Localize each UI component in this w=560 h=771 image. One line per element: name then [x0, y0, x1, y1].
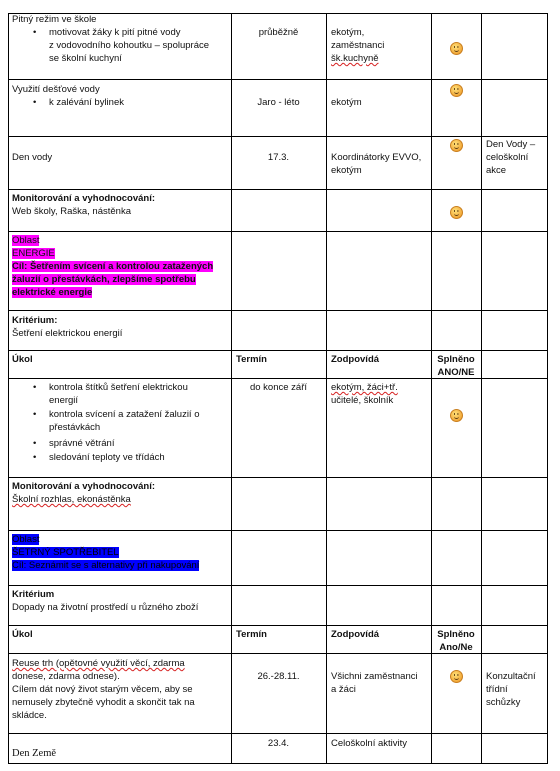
- smiley-icon: [450, 84, 463, 97]
- monitor-value: Školní rozhlas, ekonástěnka: [12, 494, 131, 505]
- responsible-value: ekotým, žáci+tř.: [331, 382, 398, 393]
- bullet-marker: •: [33, 27, 37, 38]
- area-goal: elektrické energie: [12, 287, 93, 298]
- note-value: schůzky: [486, 697, 521, 708]
- task-text: se školní kuchyní: [49, 53, 122, 64]
- column-header-done: Splněno: [437, 354, 475, 365]
- row-divider: [8, 231, 548, 232]
- task-text: donese, zdarma odnese).: [12, 671, 120, 682]
- criterion-label: Kritérium: [12, 589, 55, 600]
- responsible-value: Všichni zaměstnanci: [331, 671, 418, 682]
- term-value: 23.4.: [267, 738, 290, 749]
- bullet-marker: •: [33, 452, 37, 463]
- responsible-value: ekotým,: [331, 27, 365, 38]
- column-header-task: Úkol: [12, 354, 33, 365]
- row-divider: [8, 530, 548, 531]
- column-header-term: Termín: [236, 354, 267, 365]
- row-divider: [8, 585, 548, 586]
- monitor-value: Web školy, Raška, nástěnka: [12, 206, 131, 217]
- term-value: 17.3.: [267, 152, 290, 163]
- row-divider: [8, 625, 548, 626]
- note-value: Konzultační: [486, 671, 536, 682]
- responsible-value: a žáci: [331, 684, 356, 695]
- responsible-value: Koordinátorky EVVO,: [331, 152, 422, 163]
- responsible-value: ekotým: [331, 165, 362, 176]
- task-text: Cílem dát nový život starým věcem, aby se: [12, 684, 193, 695]
- smiley-icon: [450, 409, 463, 422]
- task-text: z vodovodního kohoutku – spolupráce: [49, 40, 210, 51]
- task-text: motivovat žáky k pití pitné vody: [49, 27, 181, 38]
- responsible-value: zaměstnanci: [331, 40, 385, 51]
- row-divider: [8, 189, 548, 190]
- table-border-right: [547, 13, 548, 764]
- column-divider-2: [326, 13, 327, 764]
- monitor-label: Monitorování a vyhodnocování:: [12, 481, 156, 492]
- row-divider: [8, 763, 548, 764]
- task-text: sledování teploty ve třídách: [49, 452, 165, 463]
- column-header-responsible: Zodpovídá: [331, 629, 380, 640]
- column-header-responsible: Zodpovídá: [331, 354, 380, 365]
- note-value: akce: [486, 165, 507, 176]
- bullet-marker: •: [33, 382, 37, 393]
- bullet-marker: •: [33, 97, 37, 108]
- row-title-pitny: Pitný režim ve škole: [12, 14, 97, 25]
- row-divider: [8, 310, 548, 311]
- row-divider: [8, 136, 548, 137]
- responsible-value: učitelé, školník: [331, 395, 394, 406]
- smiley-icon: [450, 670, 463, 683]
- area-name: ŠETRNÝ SPOTŘEBITEL: [12, 547, 119, 558]
- responsible-value: ekotým: [331, 97, 362, 108]
- area-name: ENERGIE: [12, 248, 55, 259]
- row-title-den-vody: Den vody: [12, 152, 53, 163]
- column-header-task: Úkol: [12, 629, 33, 640]
- table-border-left: [8, 13, 9, 764]
- smiley-icon: [450, 139, 463, 152]
- column-header-done: Splněno: [437, 629, 475, 640]
- criterion-value: Dopady na životní prostředí u různého zboží: [12, 602, 199, 613]
- column-divider-4: [481, 13, 482, 764]
- area-heading: Oblast: [12, 235, 40, 246]
- task-text: energií: [49, 395, 79, 406]
- task-text: kontrola svícení a zatažení žaluzií o: [49, 409, 200, 420]
- criterion-value: Šetření elektrickou energií: [12, 328, 123, 339]
- task-text: skládce.: [12, 710, 47, 721]
- area-goal: žaluzií o přestávkách, zlepšíme spotřebu: [12, 274, 196, 285]
- task-text: přestávkách: [49, 422, 101, 433]
- row-divider: [8, 79, 548, 80]
- column-header-done: ANO/NE: [437, 367, 475, 378]
- term-value: do konce září: [249, 382, 308, 393]
- task-text: nemusely zbytečně vyhodit a skončit tak na: [12, 697, 195, 708]
- area-goal: Cíl: Seznámit se s alternativy při nakupování: [12, 560, 200, 571]
- smiley-icon: [450, 42, 463, 55]
- column-header-done: Ano/Ne: [439, 642, 473, 653]
- term-value: 26.-28.11.: [257, 671, 300, 682]
- note-value: celoškolní: [486, 152, 529, 163]
- note-value: třídní: [486, 684, 508, 695]
- responsible-value: šk.kuchyně: [331, 53, 379, 64]
- task-text: kontrola štítků šetření elektrickou: [49, 382, 188, 393]
- term-value: Jaro - léto: [257, 97, 300, 108]
- task-text: správné větrání: [49, 438, 115, 449]
- task-text: k zalévání bylinek: [49, 97, 124, 108]
- monitor-label: Monitorování a vyhodnocování:: [12, 193, 156, 204]
- area-heading: Oblast: [12, 534, 40, 545]
- row-divider: [8, 477, 548, 478]
- term-value: průběžně: [258, 27, 299, 38]
- note-value: Den Vody –: [486, 139, 536, 150]
- column-header-term: Termín: [236, 629, 267, 640]
- responsible-value: Celoškolní aktivity: [331, 738, 408, 749]
- row-title-destova: Využití dešťové vody: [12, 84, 100, 95]
- task-text: Reuse trh (opětovné využití věcí, zdarma: [12, 658, 185, 669]
- criterion-label: Kritérium:: [12, 315, 58, 326]
- bullet-marker: •: [33, 409, 37, 420]
- row-divider: [8, 350, 548, 351]
- bullet-marker: •: [33, 438, 37, 449]
- row-divider: [8, 733, 548, 734]
- smiley-icon: [450, 206, 463, 219]
- area-goal: Cíl: Šetřením svícení a kontrolou zatažených: [12, 261, 214, 272]
- row-title-den-zeme: Den Země: [12, 748, 57, 759]
